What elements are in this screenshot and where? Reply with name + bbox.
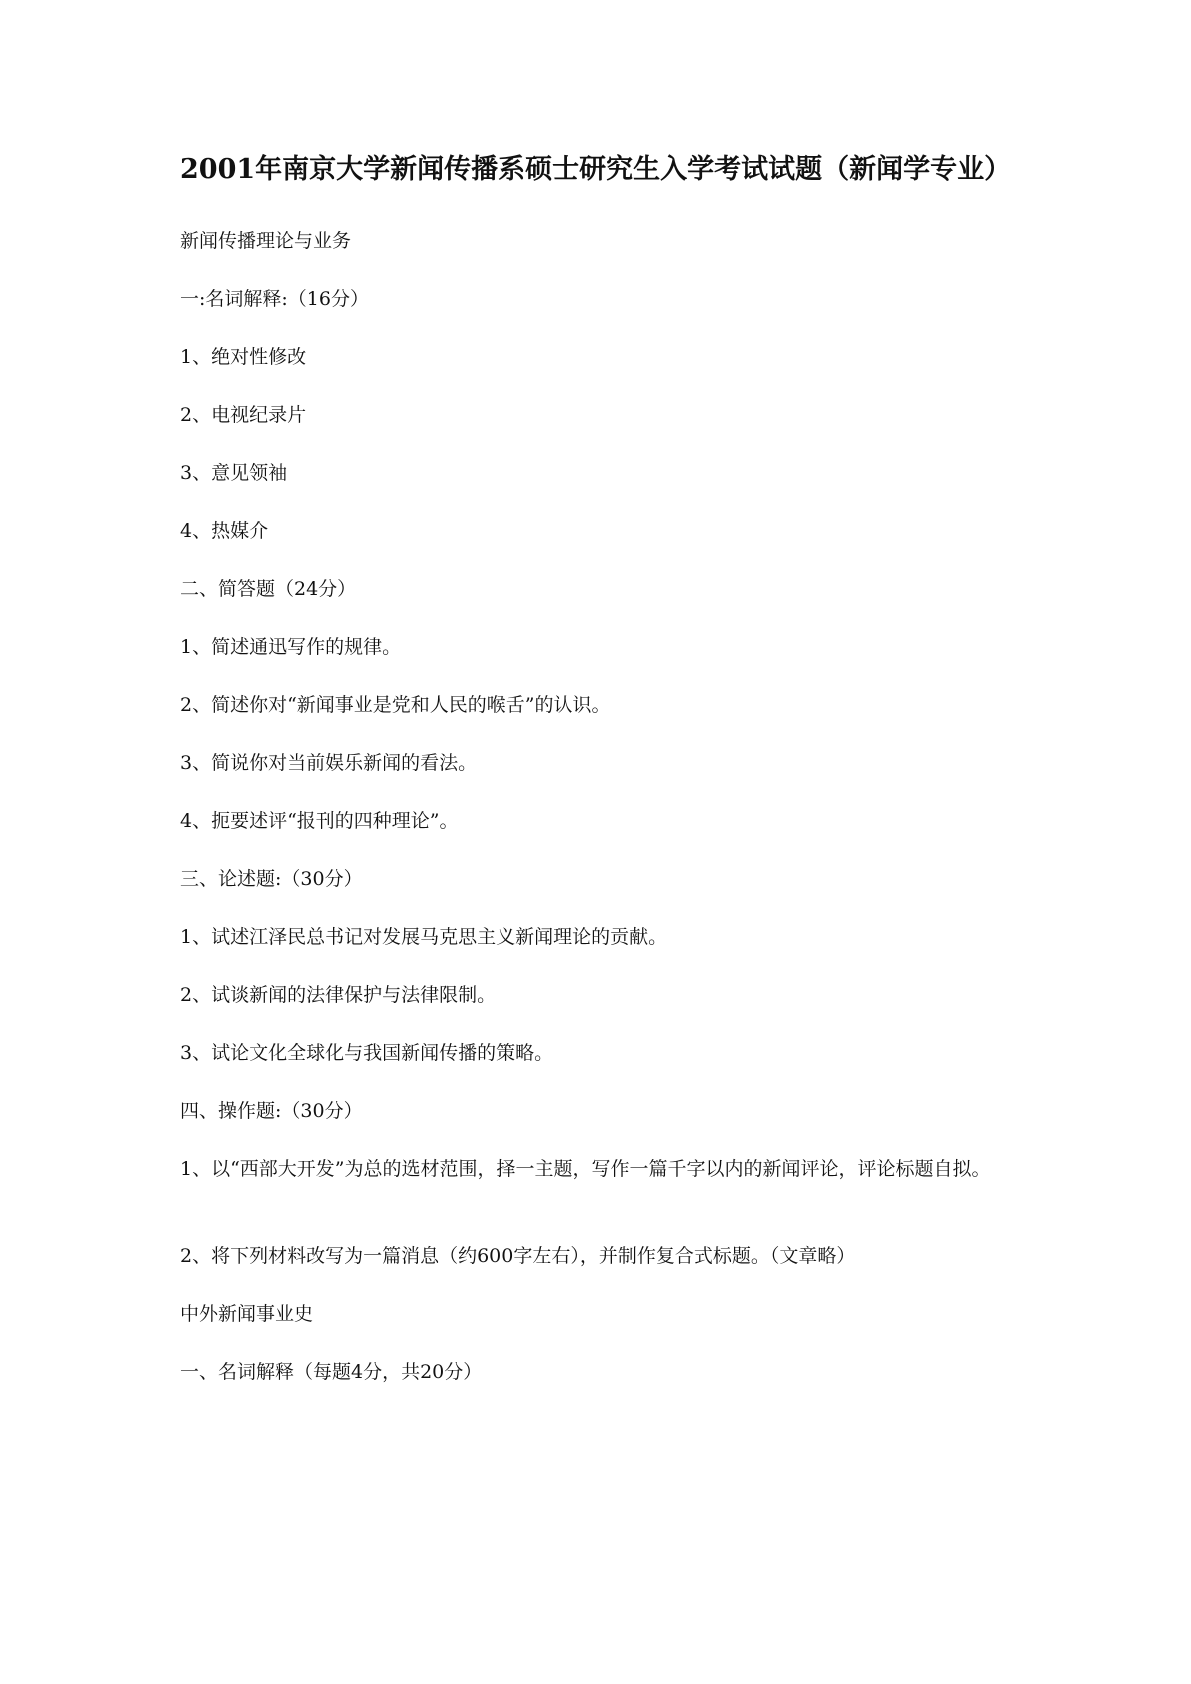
part-four-heading: 四、操作题:（30分） [180, 1100, 363, 1122]
section-heading-history: 中外新闻事业史 [180, 1303, 314, 1325]
part-two-heading: 二、简答题（24分） [180, 578, 357, 600]
question-line: 2、试谈新闻的法律保护与法律限制。 [180, 984, 497, 1006]
question-line: 1、绝对性修改 [180, 346, 307, 368]
question-line: 4、热媒介 [180, 520, 269, 542]
question-line: 2、简述你对“新闻事业是党和人民的喉舌”的认识。 [180, 694, 611, 716]
question-line: 2、电视纪录片 [180, 404, 307, 426]
section-heading-theory: 新闻传播理论与业务 [180, 230, 352, 252]
question-line: 1、简述通迅写作的规律。 [180, 636, 402, 658]
question-line-wrapped: 1、以“西部大开发”为总的选材范围，择一主题，写作一篇千字以内的新闻评论，评论标题自拟。 [180, 1158, 991, 1180]
part-three-heading: 三、论述题:（30分） [180, 868, 363, 890]
question-line: 3、简说你对当前娱乐新闻的看法。 [180, 752, 478, 774]
part-one-heading: 一:名词解释:（16分） [180, 288, 369, 310]
document-title: 2001年南京大学新闻传播系硕士研究生入学考试试题（新闻学专业） [180, 154, 1012, 185]
question-line: 3、意见领袖 [180, 462, 288, 484]
question-line: 1、试述江泽民总书记对发展马克思主义新闻理论的贡献。 [180, 926, 668, 948]
history-part-one-heading: 一、名词解释（每题4分，共20分） [180, 1361, 483, 1383]
question-line: 2、将下列材料改写为一篇消息（约600字左右），并制作复合式标题。（文章略） [180, 1245, 856, 1267]
question-line: 4、扼要述评“报刊的四种理论”。 [180, 810, 459, 832]
question-line: 3、试论文化全球化与我国新闻传播的策略。 [180, 1042, 554, 1064]
